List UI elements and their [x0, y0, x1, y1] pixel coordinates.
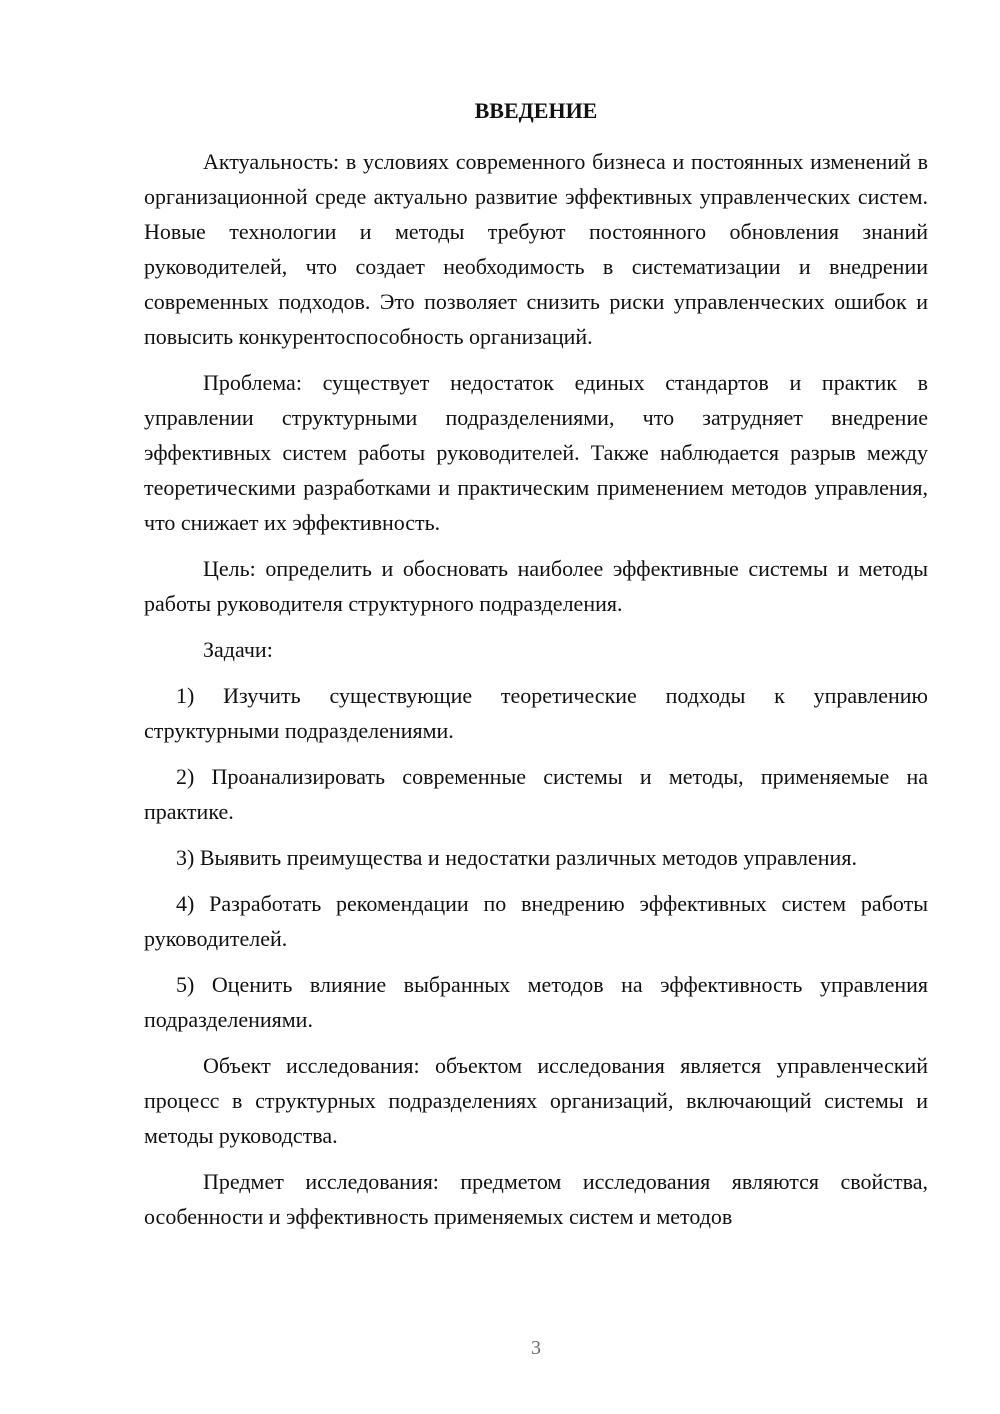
goal-paragraph: Цель: определить и обосновать наиболее эффективные системы и методы работы руководителя структурного подразделения.: [144, 556, 928, 616]
task-item: 1) Изучить существующие теоретические подходы к управлению структурными подразделениями.: [144, 683, 928, 743]
page-number: 3: [531, 1337, 541, 1359]
relevance-paragraph: Актуальность: в условиях современного бизнеса и постоянных изменений в организационной среде актуально развитие эффективных управленческих систем. Новые технологии и методы требуют постоянного обновления знаний руководителей, что создает необходимость в систематизации и внедрении современных подходов. Это позволяет снизить риски управленческих ошибок и повысить конкурентоспособность организаций.: [144, 149, 928, 349]
tasks-heading: Задачи:: [203, 637, 273, 662]
problem-paragraph: Проблема: существует недостаток единых стандартов и практик в управлении структурными подразделениями, что затрудняет внедрение эффективных систем работы руководителей. Также наблюдается разрыв между теоретическими разработками и практическим применением методов управления, что снижает их эффективность.: [144, 370, 928, 535]
task-item: 4) Разработать рекомендации по внедрению эффективных систем работы руководителей.: [144, 891, 928, 951]
page-title: ВВЕДЕНИЕ: [474, 98, 598, 123]
tasks-list: [144, 678, 928, 1037]
document-body: [144, 96, 928, 1234]
task-item: 5) Оценить влияние выбранных методов на эффективность управления подразделениями.: [144, 972, 928, 1032]
task-item: 2) Проанализировать современные системы и методы, применяемые на практике.: [144, 764, 928, 824]
subject-paragraph: Предмет исследования: предметом исследования являются свойства, особенности и эффективность применяемых систем и методов: [144, 1169, 928, 1229]
task-item: 3) Выявить преимущества и недостатки различных методов управления.: [176, 845, 857, 870]
object-paragraph: Объект исследования: объектом исследования является управленческий процесс в структурных подразделениях организаций, включающий системы и методы руководства.: [144, 1053, 928, 1148]
